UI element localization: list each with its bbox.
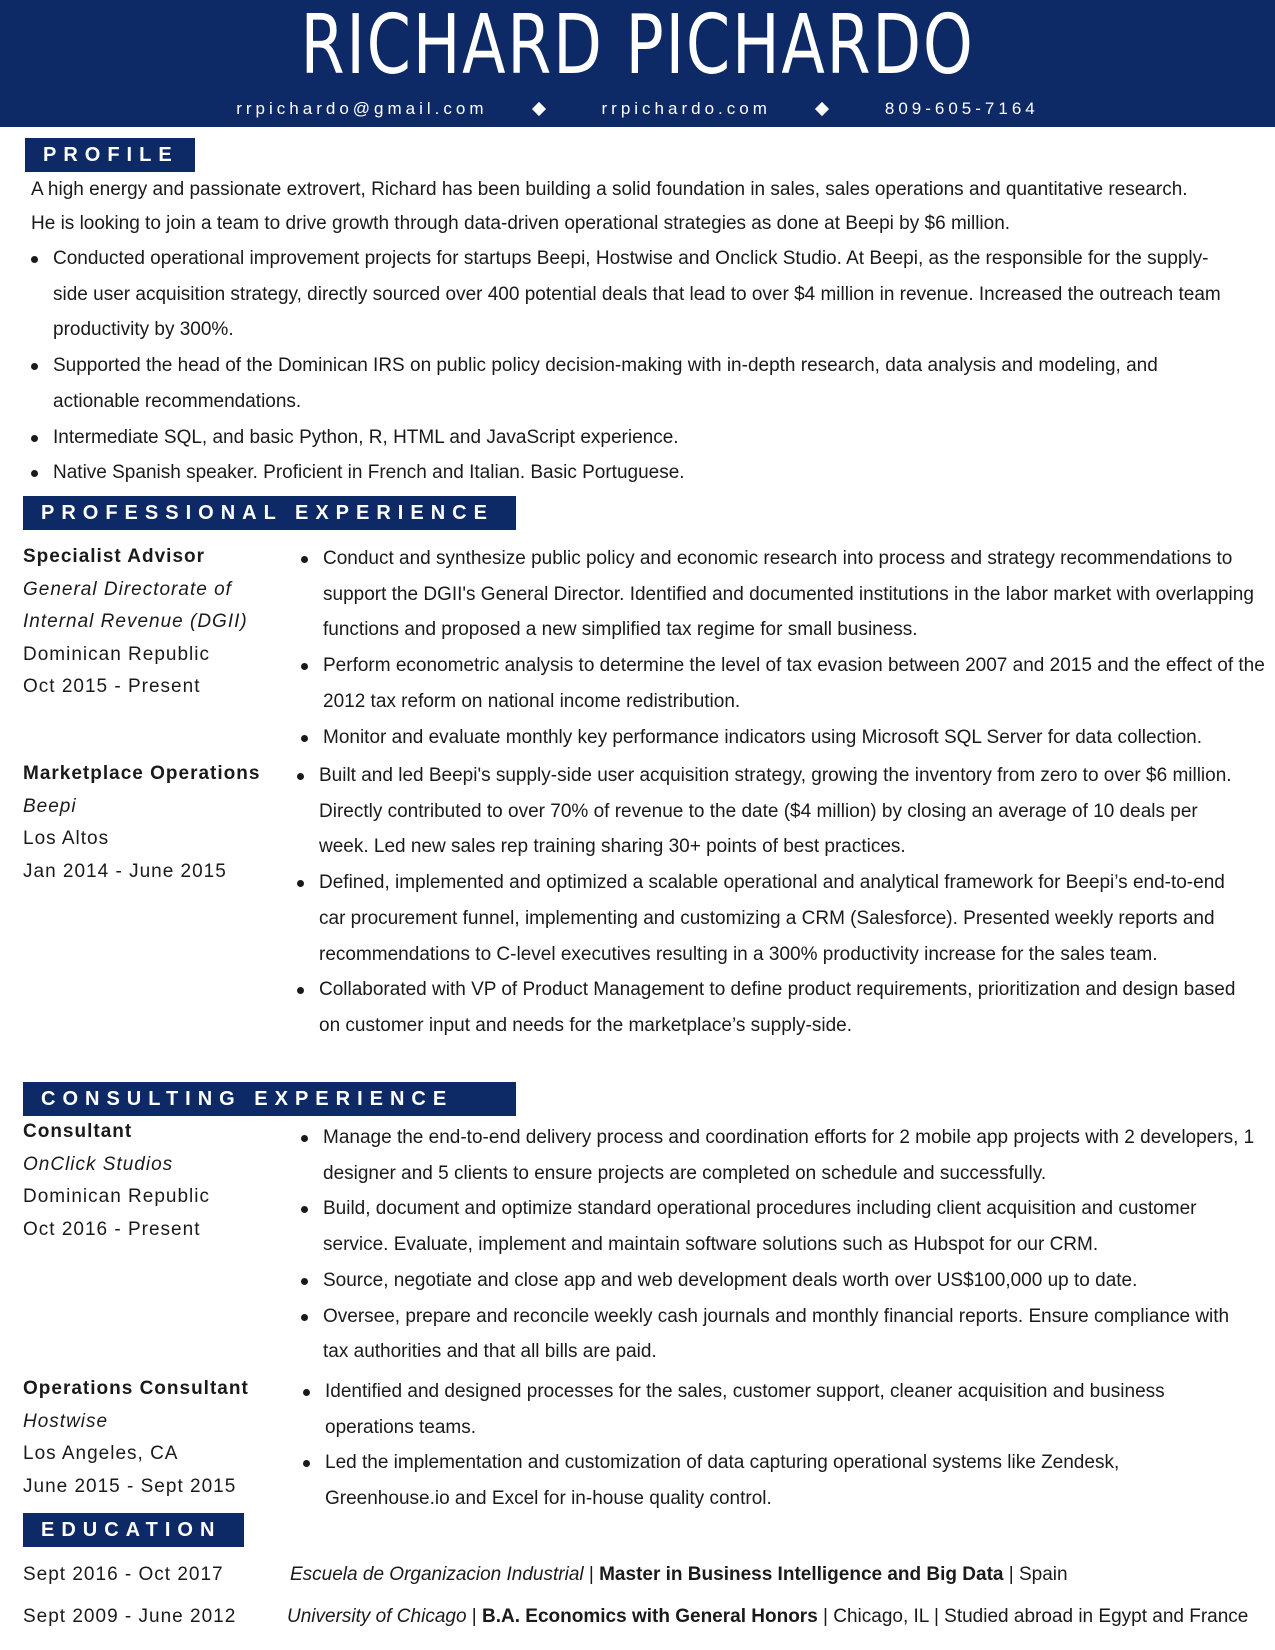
job-meta-consultant [23,1116,210,1246]
education-detail [290,1562,1068,1588]
list-item: Oversee, prepare and reconcile weekly cash journals and monthly financial reports. Ensure compliance with tax authorities and that all bills are paid. [295,1299,1255,1370]
diamond-separator-icon [815,102,829,116]
diamond-separator-icon [531,102,545,116]
education-separator: | [583,1564,600,1585]
profile-intro-line-1: A high energy and passionate extrovert, Richard has been building a solid foundation in sales, sales operations and quantitative research. [31,179,1188,200]
job-bullet-list [297,1374,1232,1517]
resume-header [0,0,1275,127]
education-location: Chicago, IL | Studied abroad in Egypt and France [833,1606,1249,1627]
section-heading-profile: PROFILE [25,138,195,172]
section-heading-consulting-experience: CONSULTING EXPERIENCE [23,1082,516,1116]
job-location: Los Altos [23,828,110,850]
education-school: University of Chicago [287,1606,467,1627]
education-school: Escuela de Organizacion Industrial [290,1564,584,1585]
job-dates: Jan 2014 - June 2015 [23,860,227,882]
candidate-name: RICHARD PICHARDO [300,0,975,93]
list-item: Conduct and synthesize public policy and economic research into process and strategy recommendations to support the DGII's General Director. Identified and documented institutions in the labor market with overlapping functions and proposed a new simplified tax regime for small business. [295,541,1265,648]
education-separator: | [466,1606,483,1627]
website-link[interactable]: rrpichardo.com [601,99,771,118]
email-link[interactable]: rrpichardo@gmail.com [236,99,488,118]
job-title: Operations Consultant [23,1378,249,1399]
job-organization: OnClick Studios [23,1153,174,1175]
job-title: Marketplace Operations [23,763,261,784]
list-item: Perform econometric analysis to determine the level of tax evasion between 2007 and 2015 and the effect of the 2012 tax reform on national income redistribution. [295,648,1265,719]
list-item: Monitor and evaluate monthly key performance indicators using Microsoft SQL Server for data collection. [295,720,1265,756]
profile-bullet-list [25,241,1240,491]
list-item: Build, document and optimize standard operational procedures including client acquisition and customer service. Evaluate, implement and maintain software solutions such as Hubspot for our CRM. [295,1191,1255,1262]
education-location: Spain [1019,1564,1068,1585]
job-dates: Oct 2016 - Present [23,1218,201,1240]
job-location: Dominican Republic [23,643,210,665]
list-item: Collaborated with VP of Product Management to define product requirements, prioritization and design based on customer input and needs for the marketplace’s supply-side. [291,972,1241,1043]
education-dates: Sept 2016 - Oct 2017 [23,1564,224,1585]
job-bullet-list [291,758,1241,1044]
section-heading-professional-experience: PROFESSIONAL EXPERIENCE [23,496,516,530]
job-location: Los Angeles, CA [23,1443,179,1465]
education-degree: Master in Business Intelligence and Big Data [599,1564,1004,1585]
job-title: Consultant [23,1121,133,1142]
phone-number: 809-605-7164 [884,99,1039,118]
job-meta-marketplace-operations [23,758,260,888]
education-degree: B.A. Economics with General Honors [482,1606,818,1627]
job-bullet-list [295,1120,1255,1370]
list-item: Defined, implemented and optimized a scalable operational and analytical framework for Beepi’s end-to-end car procurement funnel, implementing and customizing a CRM (Salesforce). Presented weekly reports and recommendations to C-level executives resulting in a 300% productivity increase for the sales team. [291,865,1241,972]
education-dates: Sept 2009 - June 2012 [23,1606,237,1627]
list-item: Manage the end-to-end delivery process and coordination efforts for 2 mobile app projects with 2 developers, 1 designer and 5 clients to ensure projects are completed on schedule and successfully. [295,1120,1255,1191]
job-meta-operations-consultant [23,1373,249,1503]
job-organization: Hostwise [23,1410,109,1432]
list-item: Conducted operational improvement projects for startups Beepi, Hostwise and Onclick Studio. At Beepi, as the responsible for the supply-side user acquisition strategy, directly sourced over 400 potential deals that lead to over $4 million in revenue. Increased the outreach team productivity by 300%. [25,241,1240,348]
education-separator: | [1003,1564,1019,1585]
job-organization: Internal Revenue (DGII) [23,611,248,633]
profile-intro-line-2: He is looking to join a team to drive growth through data-driven operational strategies as done at Beepi by $6 million. [31,213,1011,234]
list-item: Led the implementation and customization of data capturing operational systems like Zendesk, Greenhouse.io and Excel for in-house quality control. [297,1445,1232,1516]
job-dates: June 2015 - Sept 2015 [23,1475,237,1497]
job-title: Specialist Advisor [23,546,206,567]
list-item: Built and led Beepi's supply-side user acquisition strategy, growing the inventory from zero to over $6 million. Directly contributed to over 70% of revenue to the date ($4 million) by closing an average of 10 deals per week. Led new sales rep training sharing 30+ points of best practices. [291,758,1241,865]
education-separator: | [817,1606,834,1627]
job-location: Dominican Republic [23,1186,210,1208]
job-dates: Oct 2015 - Present [23,676,201,698]
job-organization: Beepi [23,795,77,817]
job-organization: General Directorate of [23,578,232,600]
job-meta-specialist-advisor [23,541,248,704]
education-detail [287,1604,1248,1630]
list-item: Supported the head of the Dominican IRS on public policy decision-making with in-depth research, data analysis and modeling, and actionable recommendations. [25,348,1240,419]
section-heading-education: EDUCATION [23,1513,244,1547]
list-item: Native Spanish speaker. Proficient in French and Italian. Basic Portuguese. [25,455,1240,491]
list-item: Identified and designed processes for the sales, customer support, cleaner acquisition and business operations teams. [297,1374,1232,1445]
list-item: Source, negotiate and close app and web development deals worth over US$100,000 up to date. [295,1263,1255,1299]
contact-line [0,96,1275,122]
list-item: Intermediate SQL, and basic Python, R, HTML and JavaScript experience. [25,420,1240,456]
job-bullet-list [295,541,1265,755]
